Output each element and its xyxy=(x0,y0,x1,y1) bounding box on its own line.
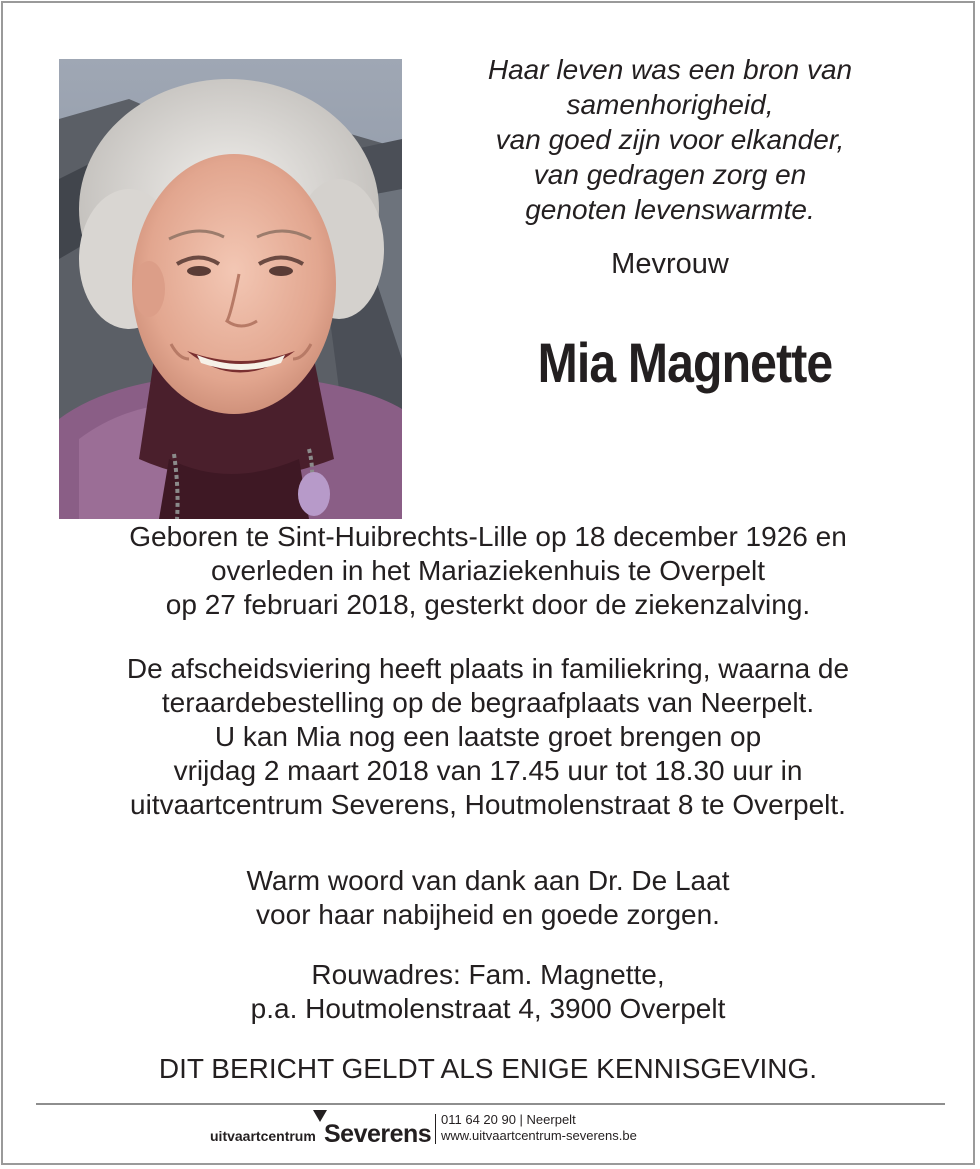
text-line: voor haar nabijheid en goede zorgen. xyxy=(256,899,720,930)
footer-brand: Severens xyxy=(324,1120,432,1148)
text-line: DIT BERICHT GELDT ALS ENIGE KENNISGEVING. xyxy=(158,1053,818,1084)
portrait-photo xyxy=(59,59,402,519)
text-line: U kan Mia nog een laatste groet brengen op xyxy=(214,721,762,752)
text-line: vrijdag 2 maart 2018 van 17.45 uur tot 18.30 uur in xyxy=(173,755,803,786)
birth-death-text xyxy=(20,520,956,622)
deceased-name: Mia Magnette xyxy=(537,331,833,394)
footer xyxy=(0,1108,980,1158)
poem-line: Haar leven was een bron van xyxy=(487,54,853,85)
notice-text xyxy=(20,1052,956,1086)
poem-line: van goed zijn voor elkander, xyxy=(495,124,845,155)
poem xyxy=(430,52,910,227)
footer-website[interactable]: www.uitvaartcentrum-severens.be xyxy=(441,1128,637,1143)
poem-line: samenhorigheid, xyxy=(566,89,774,120)
text-line: uitvaartcentrum Severens, Houtmolenstraat 8 te Overpelt. xyxy=(130,789,846,820)
text-line: overleden in het Mariaziekenhuis te Overpelt xyxy=(210,555,766,586)
text-line: teraardebestelling op de begraafplaats van Neerpelt. xyxy=(161,687,815,718)
footer-separator xyxy=(435,1114,436,1144)
thanks-text xyxy=(20,864,956,932)
divider xyxy=(36,1103,945,1105)
text-line: op 27 februari 2018, gesterkt door de ziekenzalving. xyxy=(165,589,811,620)
footer-prefix: uitvaartcentrum xyxy=(210,1128,316,1144)
honorific: Mevrouw xyxy=(611,248,729,280)
text-line: p.a. Houtmolenstraat 4, 3900 Overpelt xyxy=(250,993,726,1024)
text-line: Geboren te Sint-Huibrechts-Lille op 18 december 1926 en xyxy=(129,521,847,552)
ceremony-text xyxy=(20,652,956,822)
text-line: De afscheidsviering heeft plaats in familiekring, waarna de xyxy=(126,653,850,684)
text-line: Rouwadres: Fam. Magnette, xyxy=(311,959,665,990)
footer-phone: 011 64 20 90 | Neerpelt xyxy=(441,1112,576,1127)
text-line: Warm woord van dank aan Dr. De Laat xyxy=(246,865,730,896)
poem-line: van gedragen zorg en xyxy=(533,159,807,190)
poem-line: genoten levenswarmte. xyxy=(525,194,815,225)
mourning-address xyxy=(20,958,956,1026)
footer-contact-info xyxy=(441,1112,637,1144)
